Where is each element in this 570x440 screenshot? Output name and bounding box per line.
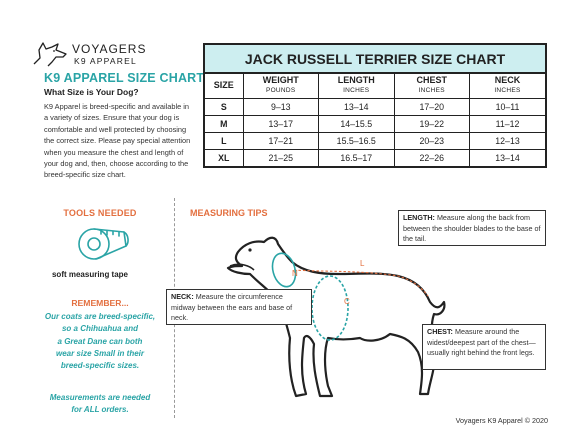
col-header-length: LENGTH INCHES xyxy=(319,74,395,98)
neck-cell: 10–11 xyxy=(470,98,546,115)
neck-marker: N xyxy=(292,269,298,278)
weight-cell: 21–25 xyxy=(243,149,319,166)
length-cell: 13–14 xyxy=(319,98,395,115)
length-cell: 16.5–17 xyxy=(319,149,395,166)
intro-paragraph: K9 Apparel is breed-specific and available in a variety of sizes. Ensure that your dog is comfortable and well protected by choosing the correct size. Please pay special attention when you measure the chest and length of your dog and, then, choose according to the breed-specific size chart. xyxy=(44,102,191,180)
weight-cell: 13–17 xyxy=(243,115,319,132)
table-row xyxy=(205,98,545,115)
length-cell: 14–15.5 xyxy=(319,115,395,132)
footer-copyright: Voyagers K9 Apparel © 2020 xyxy=(455,416,548,425)
chest-cell: 22–26 xyxy=(394,149,470,166)
tools-needed-heading: TOOLS NEEDED xyxy=(63,208,137,218)
logo-name: VOYAGERS xyxy=(72,42,147,56)
measurements-required-note: Measurements are needed for ALL orders. xyxy=(49,393,151,415)
measuring-tape-icon xyxy=(74,222,132,266)
remember-heading: REMEMBER... xyxy=(71,298,129,308)
col-header-size: SIZE xyxy=(205,74,243,98)
chest-cell: 19–22 xyxy=(394,115,470,132)
neck-cell: 13–14 xyxy=(495,152,520,163)
size-chart xyxy=(203,43,547,168)
page-title: K9 APPAREL SIZE CHART xyxy=(44,71,205,85)
length-marker: L xyxy=(360,259,365,268)
chest-marker: C xyxy=(344,297,350,306)
table-row xyxy=(205,115,545,132)
length-callout: LENGTH: Measure along the back from between the shoulder blades to the base of the tail. xyxy=(398,210,546,246)
dog-eye xyxy=(248,248,251,251)
chest-cell: 17–20 xyxy=(394,98,470,115)
neck-cell: 11–12 xyxy=(470,115,546,132)
table-row xyxy=(205,132,545,149)
remember-note: Our coats are breed-specific, so a Chihuahua and a Great Dane can both wear size Small in their breed-specific sizes. xyxy=(44,312,156,371)
size-chart-header-row xyxy=(205,74,545,98)
tools-item: soft measuring tape xyxy=(51,270,128,279)
size-cell: XL xyxy=(205,149,243,166)
col-header-weight: WEIGHT POUNDS xyxy=(243,74,319,98)
size-chart-title: JACK RUSSELL TERRIER SIZE CHART xyxy=(205,45,545,74)
chest-cell: 20–23 xyxy=(394,132,470,149)
size-cell: M xyxy=(205,115,243,132)
col-header-chest: CHEST INCHES xyxy=(394,74,470,98)
section-question: What Size is Your Dog? xyxy=(44,87,139,97)
weight-cell: 9–13 xyxy=(243,98,319,115)
size-cell: S xyxy=(205,98,243,115)
measuring-tips-heading: MEASURING TIPS xyxy=(190,208,268,218)
logo-subtitle: K9 APPAREL xyxy=(74,56,137,66)
length-cell: 15.5–16.5 xyxy=(319,132,395,149)
table-row xyxy=(205,149,545,166)
neck-callout: NECK: Measure the circumference midway between the ears and base of neck. xyxy=(166,289,312,325)
neck-cell: 12–13 xyxy=(470,132,546,149)
weight-cell: 17–21 xyxy=(243,132,319,149)
dog-head-logo-icon xyxy=(30,40,70,68)
size-cell: L xyxy=(205,132,243,149)
col-header-neck: NECK INCHES xyxy=(470,74,546,98)
chest-callout: CHEST: Measure around the widest/deepest part of the chest— usually right behind the front legs. xyxy=(422,324,546,370)
brand-logo xyxy=(30,40,180,70)
size-chart-table xyxy=(205,74,545,166)
